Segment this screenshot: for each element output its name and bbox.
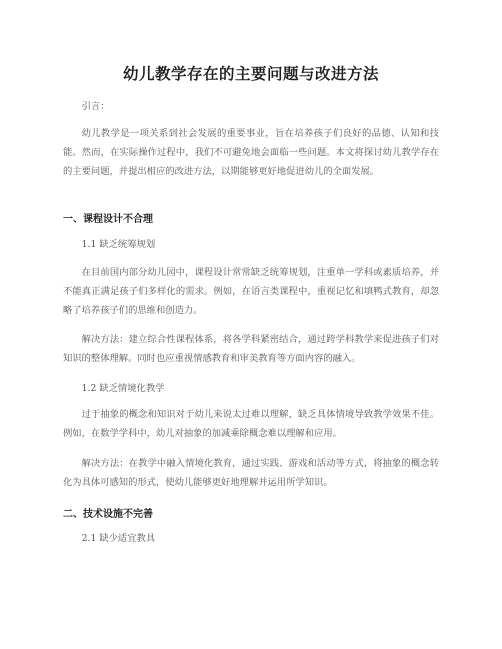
intro-label: 引言：: [81, 101, 110, 112]
section-1-heading: 一、课程设计不合理: [63, 214, 153, 225]
subsection-1-1-heading-block: [63, 236, 439, 250]
section-2-heading: 二、技术设施不完善: [63, 509, 153, 520]
document-title: 幼儿教学存在的主要问题与改进方法: [122, 65, 379, 83]
subsection-2-1-heading: 2.1 缺少适宜教具: [81, 533, 156, 544]
subsection-1-1-heading: 1.1 缺乏统筹规划: [81, 239, 156, 250]
subsection-1-2-problem: 过于抽象的概念和知识对于幼儿来说太过难以理解，缺乏具体情境导致教学效果不佳。例如，在数学学科中，幼儿对抽象的加减乘除概念难以理解和应用。: [63, 409, 439, 439]
subsection-1-1-solution-block: [63, 330, 439, 368]
section-2-heading-block: [63, 505, 439, 520]
subsection-1-2-heading-block: [63, 380, 439, 394]
section-1-heading-block: [63, 210, 439, 225]
subsection-1-1-problem-block: [63, 263, 439, 320]
intro-paragraph-block: [63, 124, 439, 181]
subsection-1-2-heading: 1.2 缺乏情境化教学: [81, 383, 165, 394]
intro-label-block: [63, 97, 439, 116]
intro-paragraph: 幼儿教学是一项关系到社会发展的重要事业，旨在培养孩子们良好的品德、认知和技能。然而，在实际操作过程中，我们不可避免地会面临一些问题。本文将探讨幼儿教学存在的主要问题，并提出相应的改进方法，以期能够更好地促进幼儿的全面发展。: [63, 128, 439, 177]
subsection-1-1-solution: 解决方法：建立综合性课程体系，将各学科紧密结合，通过跨学科教学来促进孩子们对知识的整体理解。同时也应重视情感教育和审美教育等方面内容的融入。: [63, 334, 439, 364]
subsection-1-1-problem: 在目前国内部分幼儿园中，课程设计常常缺乏统筹规划，注重单一学科或素质培养，并不能真正满足孩子们多样化的需求。例如，在语言类课程中，重视记忆和填鸭式教育，却忽略了培养孩子们的思维和创造力。: [63, 267, 439, 316]
subsection-2-1-heading-block: [63, 530, 439, 544]
subsection-1-2-solution-block: [63, 454, 439, 492]
subsection-1-2-solution: 解决方法：在教学中融入情境化教育，通过实践、游戏和活动等方式，将抽象的概念转化为具体可感知的形式，使幼儿能够更好地理解并运用所学知识。: [63, 458, 439, 488]
subsection-1-2-problem-block: [63, 405, 439, 443]
